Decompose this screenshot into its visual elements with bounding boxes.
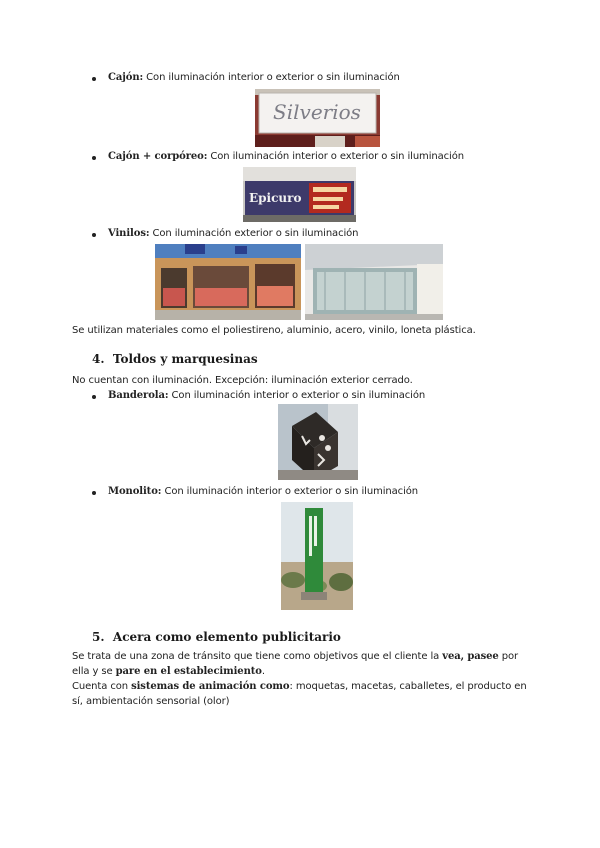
bullet-cajon-corporeo	[108, 151, 464, 162]
bullet-dot	[92, 77, 96, 81]
bullet-dot	[92, 395, 96, 399]
text-run: : moquetas, macetas, caballetes, el producto en	[289, 681, 527, 692]
silverios-sign-text: Silverios	[273, 100, 361, 124]
bold-run: vea, pasee	[442, 651, 499, 662]
bullet-banderola	[108, 390, 425, 401]
vinilos-storefront-image	[155, 244, 301, 320]
paragraph-line: sí, ambientación sensorial (olor)	[72, 696, 230, 707]
text-run: Cuenta con	[72, 681, 132, 692]
paragraph-line	[72, 651, 518, 662]
cajon-corporeo-sign-image	[243, 167, 356, 222]
section-note: No cuentan con iluminación. Excepción: iluminación exterior cerrado.	[72, 375, 413, 386]
bullet-text: Con iluminación exterior o sin iluminación	[149, 228, 359, 239]
bullet-text: Con iluminación interior o exterior o sin iluminación	[143, 72, 400, 83]
bullet-dot	[92, 491, 96, 495]
section-title: Acera como elemento publicitario	[112, 630, 341, 644]
cajon-sign-image	[255, 89, 380, 147]
monolito-image	[281, 502, 353, 610]
bullet-label: Cajón:	[108, 72, 144, 83]
banderola-image	[278, 404, 358, 480]
bullet-label: Monolito:	[108, 486, 162, 497]
text-run: por	[498, 651, 519, 662]
bold-run: sistemas de animación como	[131, 681, 290, 692]
bullet-vinilos	[108, 228, 358, 239]
corporeo-sign-text: Epicuro	[249, 191, 302, 205]
section-number: 4.	[92, 352, 105, 366]
text-run: Se trata de una zona de tránsito que tiene como objetivos que el cliente la	[72, 651, 443, 662]
bullet-label: Banderola:	[108, 390, 169, 401]
bullet-text: Con iluminación interior o exterior o sin iluminación	[168, 390, 426, 401]
bullet-monolito	[108, 486, 418, 497]
bullet-label: Cajón + corpóreo:	[108, 151, 208, 162]
text-run: .	[261, 666, 265, 677]
vinilos-store-image	[305, 244, 443, 320]
bullet-text: Con iluminación interior o exterior o sin iluminación	[207, 151, 464, 162]
paragraph-line	[72, 681, 527, 692]
section-title: Toldos y marquesinas	[112, 352, 258, 366]
paragraph-line	[72, 666, 265, 677]
section-heading	[92, 630, 341, 644]
bullet-cajon	[108, 72, 400, 83]
bullet-dot	[92, 156, 96, 160]
section-heading	[92, 352, 258, 366]
bullet-label: Vinilos:	[108, 228, 150, 239]
bullet-text: Con iluminación interior o exterior o sin iluminación	[161, 486, 419, 497]
materials-paragraph: Se utilizan materiales como el poliestireno, aluminio, acero, vinilo, loneta plástica.	[72, 325, 476, 336]
bullet-dot	[92, 233, 96, 237]
bold-run: pare en el establecimiento	[115, 666, 262, 677]
section-number: 5.	[92, 630, 105, 644]
text-run: ella y se	[72, 666, 116, 677]
